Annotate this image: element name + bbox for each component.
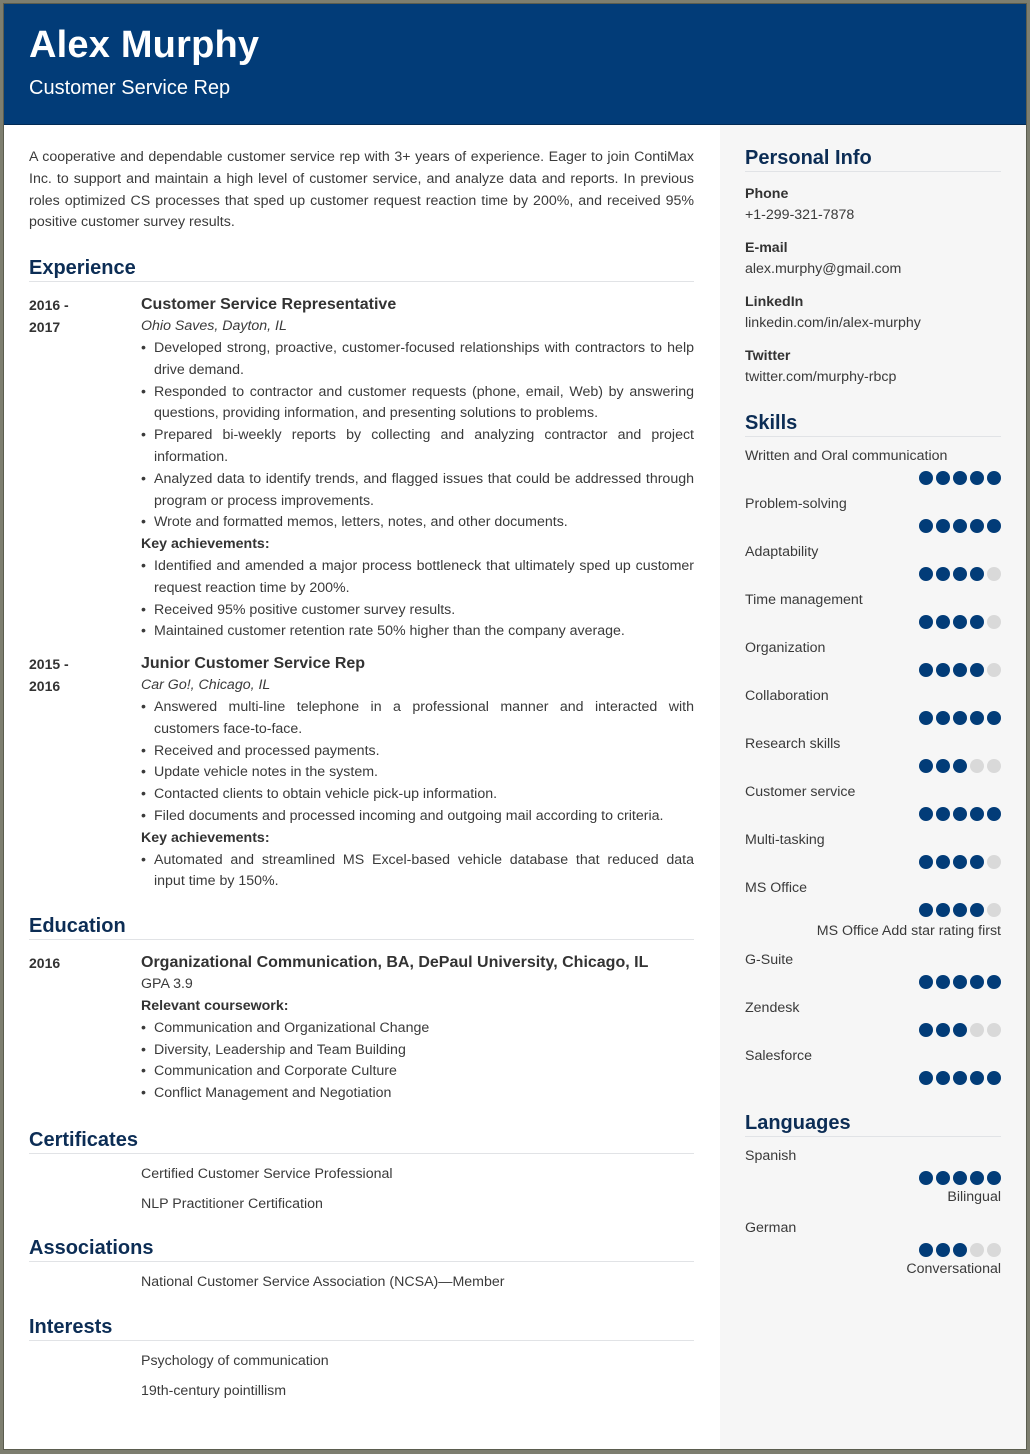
skill-name: Organization	[745, 640, 826, 656]
filled-dot-icon	[936, 759, 950, 773]
skill-item	[745, 638, 1001, 677]
filled-dot-icon	[987, 1171, 1001, 1185]
filled-dot-icon	[936, 519, 950, 533]
empty-dot-icon	[987, 855, 1001, 869]
list-item: • Update vehicle notes in the system.	[141, 762, 694, 784]
filled-dot-icon	[953, 567, 967, 581]
rating-dots	[745, 1071, 1001, 1085]
list-item: • Received 95% positive customer survey results.	[141, 600, 694, 622]
filled-dot-icon	[953, 1071, 967, 1085]
filled-dot-icon	[936, 1071, 950, 1085]
filled-dot-icon	[936, 903, 950, 917]
associations-list	[141, 1272, 694, 1292]
filled-dot-icon	[953, 711, 967, 725]
rating-note: Bilingual	[947, 1189, 1001, 1205]
filled-dot-icon	[936, 975, 950, 989]
filled-dot-icon	[970, 1171, 984, 1185]
filled-dot-icon	[953, 1171, 967, 1185]
rating-note: MS Office Add star rating first	[816, 923, 1001, 939]
languages-heading: Languages	[745, 1112, 1001, 1137]
filled-dot-icon	[970, 567, 984, 581]
certificates-list	[141, 1164, 694, 1214]
filled-dot-icon	[953, 615, 967, 629]
duties-list	[141, 697, 694, 828]
language-item	[745, 1146, 1001, 1207]
skill-name: Customer service	[745, 784, 856, 800]
filled-dot-icon	[919, 615, 933, 629]
filled-dot-icon	[919, 1171, 933, 1185]
filled-dot-icon	[970, 855, 984, 869]
skill-item	[745, 686, 1001, 725]
skills-list	[745, 446, 1001, 1085]
filled-dot-icon	[953, 663, 967, 677]
filled-dot-icon	[970, 711, 984, 725]
filled-dot-icon	[970, 903, 984, 917]
list-item: • Maintained customer retention rate 50% higher than the company average.	[141, 621, 694, 643]
list-item: 19th-century pointillism	[141, 1382, 287, 1399]
sidebar	[720, 125, 1026, 1450]
filled-dot-icon	[953, 1023, 967, 1037]
coursework-list	[141, 1018, 694, 1105]
filled-dot-icon	[936, 471, 950, 485]
personal-info-heading: Personal Info	[745, 147, 1001, 172]
skill-item	[745, 998, 1001, 1037]
list-item: • Diversity, Leadership and Team Building	[141, 1040, 694, 1062]
rating-dots	[745, 1171, 1001, 1185]
empty-dot-icon	[987, 1023, 1001, 1037]
twitter-value[interactable]: twitter.com/murphy-rbcp	[745, 369, 897, 385]
filled-dot-icon	[919, 1243, 933, 1257]
coursework-label: Relevant coursework:	[141, 997, 289, 1014]
rating-dots	[745, 519, 1001, 533]
filled-dot-icon	[936, 567, 950, 581]
duties-list	[141, 338, 694, 534]
empty-dot-icon	[970, 1023, 984, 1037]
empty-dot-icon	[987, 903, 1001, 917]
list-item: NLP Practitioner Certification	[141, 1195, 323, 1212]
skill-name: Written and Oral communication	[745, 448, 948, 464]
list-item: • Wrote and formatted memos, letters, notes, and other documents.	[141, 512, 694, 534]
phone-label: Phone	[745, 186, 789, 202]
filled-dot-icon	[970, 471, 984, 485]
list-item: National Customer Service Association (NCSA)—Member	[141, 1273, 505, 1290]
rating-dots	[745, 711, 1001, 725]
company: Ohio Saves, Dayton, IL	[141, 318, 287, 335]
filled-dot-icon	[970, 615, 984, 629]
language-item	[745, 1218, 1001, 1279]
skill-name: German	[745, 1220, 797, 1236]
filled-dot-icon	[919, 807, 933, 821]
list-item: • Analyzed data to identify trends, and flagged issues that could be addressed through program or process improvements.	[141, 469, 694, 513]
list-item: Certified Customer Service Professional	[141, 1165, 393, 1182]
entry-body	[141, 294, 694, 643]
filled-dot-icon	[987, 807, 1001, 821]
list-item: • Conflict Management and Negotiation	[141, 1083, 694, 1105]
rating-dots	[745, 567, 1001, 581]
job-role: Customer Service Representative	[141, 296, 397, 314]
email-value[interactable]: alex.murphy@gmail.com	[745, 261, 902, 277]
filled-dot-icon	[919, 903, 933, 917]
filled-dot-icon	[936, 807, 950, 821]
skill-item	[745, 950, 1001, 989]
skill-item	[745, 590, 1001, 629]
filled-dot-icon	[919, 759, 933, 773]
filled-dot-icon	[953, 471, 967, 485]
skill-item	[745, 446, 1001, 485]
empty-dot-icon	[987, 759, 1001, 773]
main-column	[29, 125, 694, 1401]
list-item: • Answered multi-line telephone in a professional manner and interacted with customers face-to-face.	[141, 697, 694, 741]
list-item: • Responded to contractor and customer requests (phone, email, Web) by answering questions, providing information, and presenting solutions to problems.	[141, 382, 694, 426]
summary: A cooperative and dependable customer service rep with 3+ years of experience. Eager to join ContiMax Inc. to support and maintain a high level of customer service, and analyze data and reports. In previous roles optimized CS processes that sped up customer request reaction time by 200%, and received 95% positive customer survey results.	[29, 149, 694, 231]
associations-heading: Associations	[29, 1237, 694, 1262]
skill-name: MS Office	[745, 880, 808, 896]
skill-name: Time management	[745, 592, 863, 608]
skill-item	[745, 830, 1001, 869]
skill-name: Research skills	[745, 736, 841, 752]
skills-heading: Skills	[745, 412, 1001, 437]
rating-dots	[745, 1023, 1001, 1037]
date-end: 2016	[29, 678, 61, 695]
rating-note: Conversational	[906, 1261, 1001, 1277]
skill-name: Salesforce	[745, 1048, 813, 1064]
filled-dot-icon	[919, 1071, 933, 1085]
skill-item	[745, 734, 1001, 773]
filled-dot-icon	[936, 1243, 950, 1257]
rating-dots	[745, 759, 1001, 773]
filled-dot-icon	[953, 519, 967, 533]
rating-dots	[745, 663, 1001, 677]
filled-dot-icon	[987, 1071, 1001, 1085]
list-item: • Developed strong, proactive, customer-focused relationships with contractors to help drive demand.	[141, 338, 694, 382]
achievements-label: Key achievements:	[141, 829, 270, 846]
empty-dot-icon	[970, 1243, 984, 1257]
filled-dot-icon	[953, 855, 967, 869]
skill-name: Collaboration	[745, 688, 829, 704]
list-item: Psychology of communication	[141, 1352, 329, 1369]
skill-item	[745, 878, 1001, 941]
filled-dot-icon	[953, 759, 967, 773]
empty-dot-icon	[970, 759, 984, 773]
list-item: • Filed documents and processed incoming and outgoing mail according to criteria.	[141, 806, 694, 828]
filled-dot-icon	[936, 711, 950, 725]
candidate-name: Alex Murphy	[29, 24, 260, 66]
filled-dot-icon	[936, 663, 950, 677]
rating-dots	[745, 615, 1001, 629]
phone-value: +1-299-321-7878	[745, 207, 855, 223]
rating-dots	[745, 903, 1001, 917]
education-entry	[29, 952, 694, 1105]
list-item: • Communication and Corporate Culture	[141, 1061, 694, 1083]
education-date: 2016	[29, 955, 61, 972]
filled-dot-icon	[936, 1171, 950, 1185]
date-start: 2016 -	[29, 297, 69, 314]
company: Car Go!, Chicago, IL	[141, 677, 271, 694]
rating-dots	[745, 471, 1001, 485]
rating-dots	[745, 1243, 1001, 1257]
filled-dot-icon	[987, 519, 1001, 533]
empty-dot-icon	[987, 567, 1001, 581]
skill-item	[745, 542, 1001, 581]
filled-dot-icon	[919, 471, 933, 485]
filled-dot-icon	[919, 519, 933, 533]
list-item: • Communication and Organizational Change	[141, 1018, 694, 1040]
job-role: Junior Customer Service Rep	[141, 655, 366, 673]
experience-entry	[29, 653, 694, 893]
skill-name: Multi-tasking	[745, 832, 825, 848]
entry-body	[141, 952, 694, 1105]
filled-dot-icon	[987, 711, 1001, 725]
education-heading: Education	[29, 915, 694, 940]
achievements-list	[141, 556, 694, 643]
gpa: GPA 3.9	[141, 976, 193, 993]
skill-item	[745, 1046, 1001, 1085]
candidate-title: Customer Service Rep	[29, 77, 231, 99]
list-item: • Received and processed payments.	[141, 741, 694, 763]
filled-dot-icon	[953, 807, 967, 821]
filled-dot-icon	[970, 807, 984, 821]
achievements-list	[141, 850, 694, 894]
email-label: E-mail	[745, 240, 788, 256]
list-item: • Identified and amended a major process bottleneck that ultimately sped up customer request reaction time by 200%.	[141, 556, 694, 600]
skill-name: Zendesk	[745, 1000, 800, 1016]
resume-page	[3, 3, 1027, 1450]
filled-dot-icon	[953, 903, 967, 917]
filled-dot-icon	[970, 1071, 984, 1085]
skill-item	[745, 494, 1001, 533]
skill-name: Problem-solving	[745, 496, 847, 512]
date-start: 2015 -	[29, 656, 69, 673]
empty-dot-icon	[987, 663, 1001, 677]
filled-dot-icon	[936, 615, 950, 629]
list-item: • Contacted clients to obtain vehicle pick-up information.	[141, 784, 694, 806]
empty-dot-icon	[987, 1243, 1001, 1257]
interests-list	[141, 1351, 694, 1401]
degree: Organizational Communication, BA, DePaul University, Chicago, IL	[141, 954, 649, 972]
date-end: 2017	[29, 319, 61, 336]
rating-dots	[745, 807, 1001, 821]
filled-dot-icon	[936, 1023, 950, 1037]
skill-name: Spanish	[745, 1148, 797, 1164]
entry-date	[29, 294, 141, 643]
list-item: • Automated and streamlined MS Excel-based vehicle database that reduced data input time by 150%.	[141, 850, 694, 894]
filled-dot-icon	[919, 567, 933, 581]
filled-dot-icon	[919, 855, 933, 869]
skill-item	[745, 782, 1001, 821]
rating-dots	[745, 855, 1001, 869]
skill-name: G-Suite	[745, 952, 794, 968]
interests-heading: Interests	[29, 1316, 694, 1341]
skill-name: Adaptability	[745, 544, 819, 560]
filled-dot-icon	[919, 1023, 933, 1037]
filled-dot-icon	[970, 975, 984, 989]
linkedin-value[interactable]: linkedin.com/in/alex-murphy	[745, 315, 921, 331]
filled-dot-icon	[970, 519, 984, 533]
filled-dot-icon	[970, 663, 984, 677]
experience-heading: Experience	[29, 257, 694, 282]
experience-entry	[29, 294, 694, 643]
entry-date	[29, 653, 141, 893]
filled-dot-icon	[953, 975, 967, 989]
filled-dot-icon	[987, 471, 1001, 485]
twitter-label: Twitter	[745, 348, 791, 364]
list-item: • Prepared bi-weekly reports by collecting and analyzing contractor and project information.	[141, 425, 694, 469]
certificates-heading: Certificates	[29, 1129, 694, 1154]
filled-dot-icon	[919, 663, 933, 677]
filled-dot-icon	[919, 711, 933, 725]
filled-dot-icon	[987, 975, 1001, 989]
rating-dots	[745, 975, 1001, 989]
linkedin-label: LinkedIn	[745, 294, 804, 310]
languages-list	[745, 1146, 1001, 1279]
filled-dot-icon	[919, 975, 933, 989]
filled-dot-icon	[936, 855, 950, 869]
entry-body	[141, 653, 694, 893]
filled-dot-icon	[953, 1243, 967, 1257]
empty-dot-icon	[987, 615, 1001, 629]
resume-header	[4, 4, 1026, 125]
achievements-label: Key achievements:	[141, 536, 270, 553]
